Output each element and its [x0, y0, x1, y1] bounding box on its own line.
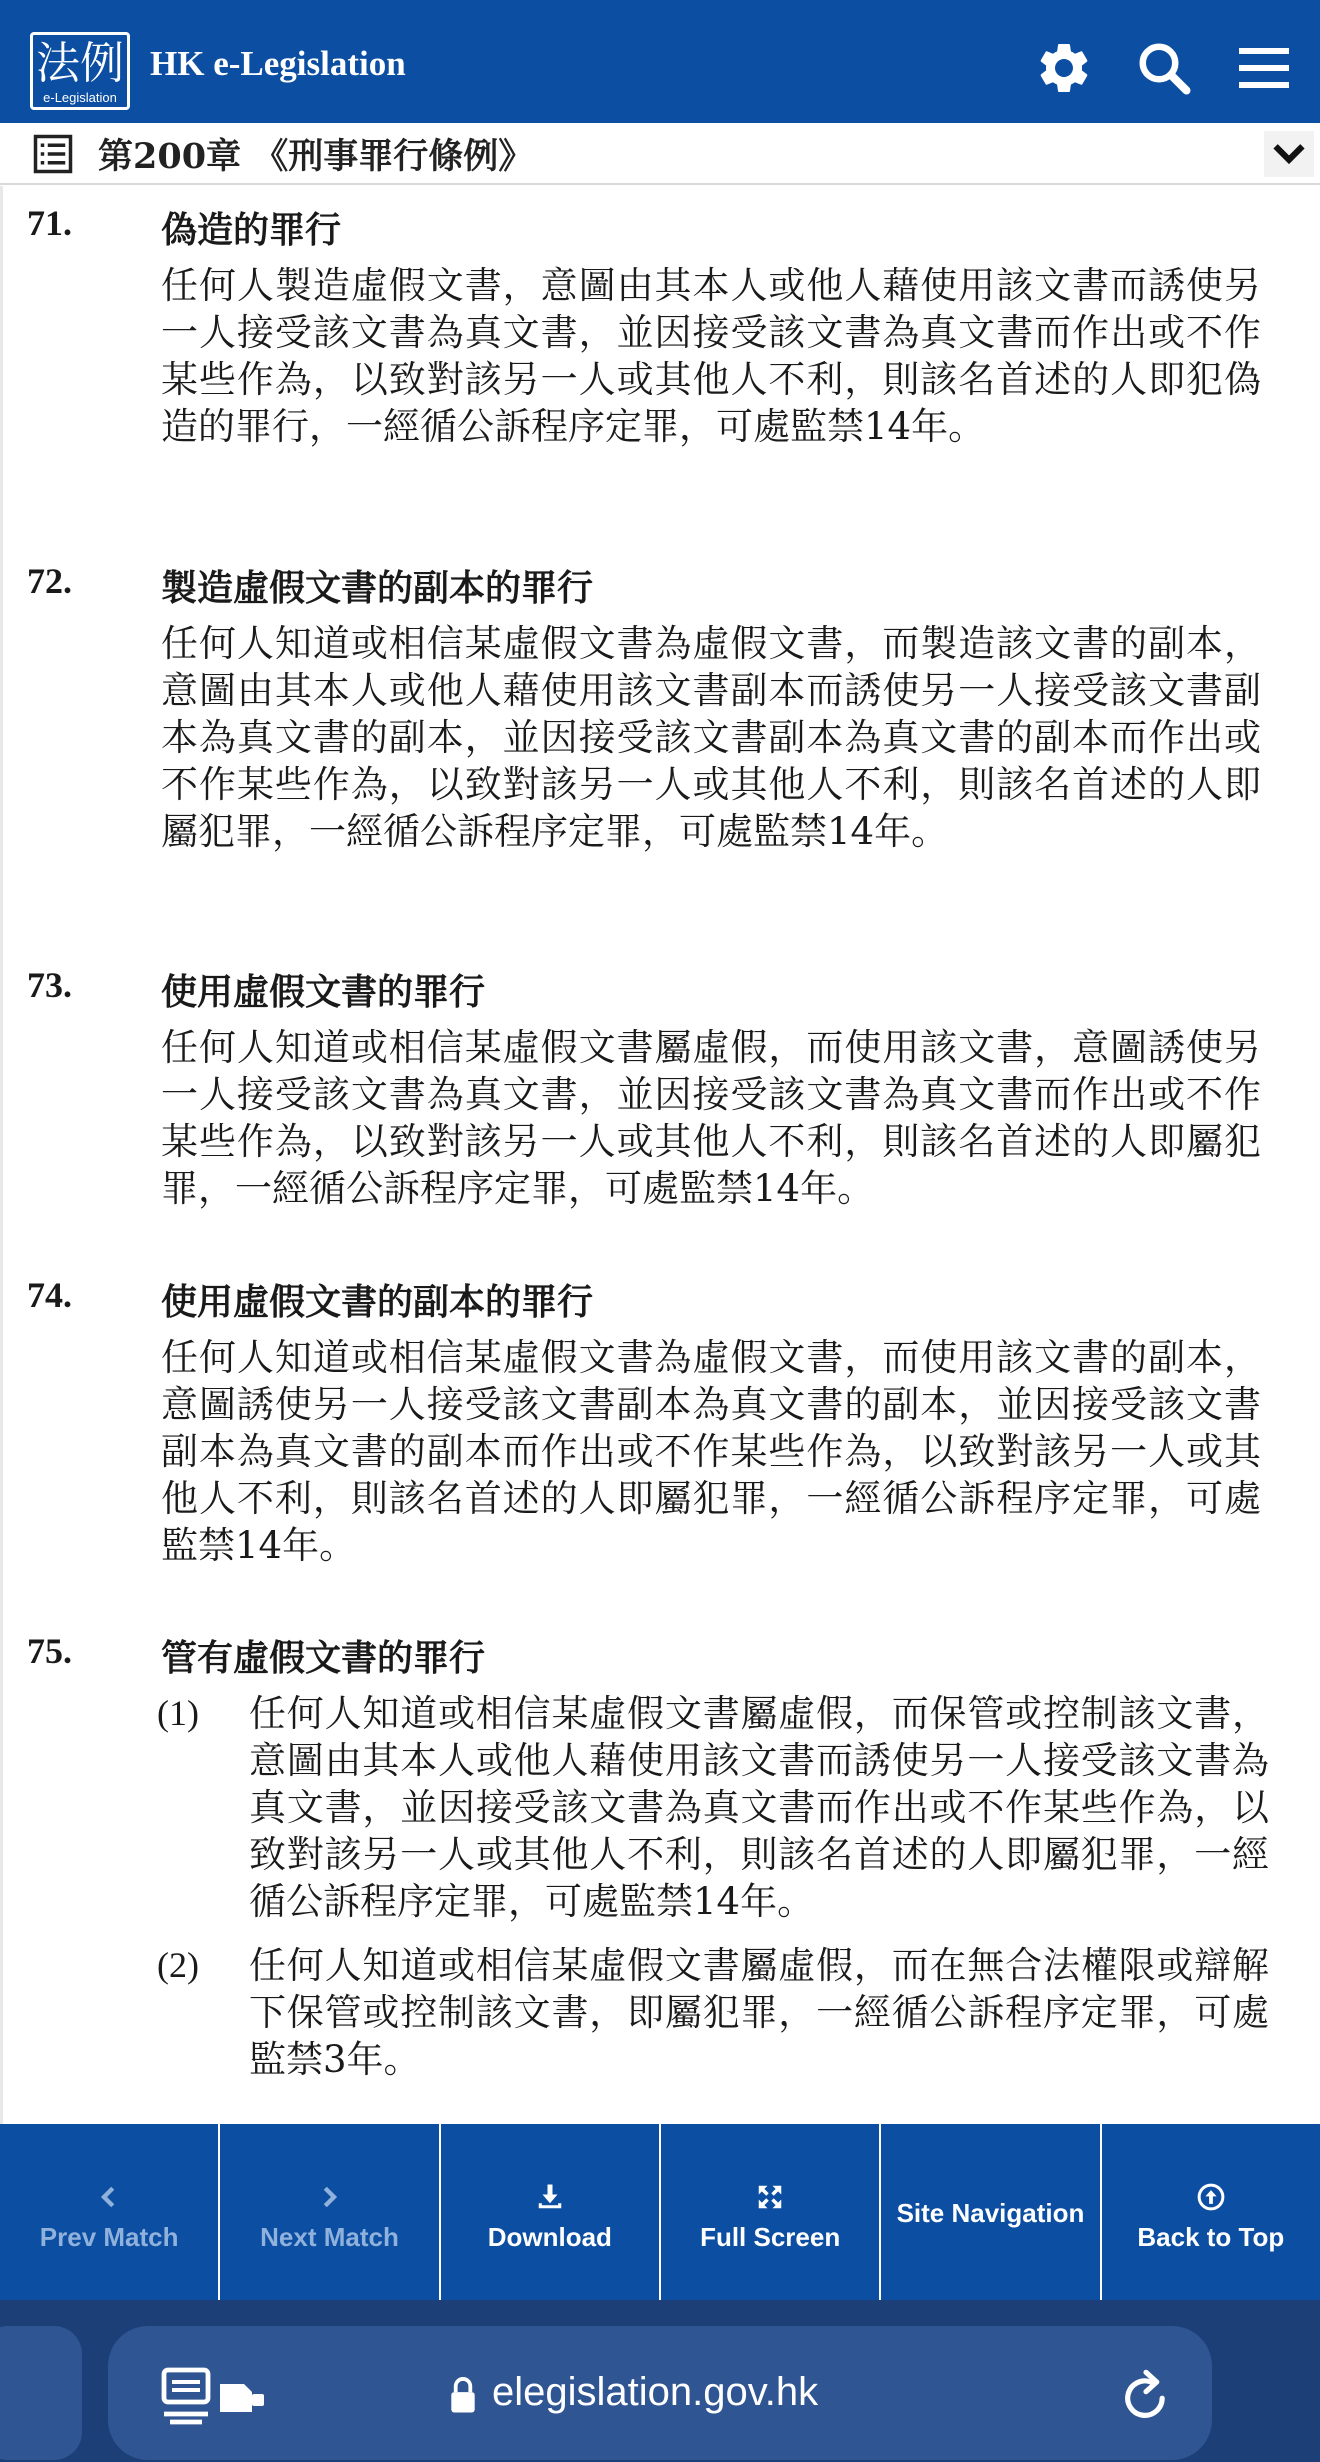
site-logo[interactable]: [30, 32, 130, 110]
prev-match-label: Prev Match: [39, 2222, 179, 2252]
table-of-contents-icon[interactable]: [32, 133, 74, 175]
reload-icon[interactable]: [1120, 2368, 1172, 2424]
chapter-bar: [0, 123, 1320, 185]
back-to-top-button[interactable]: [1102, 2124, 1320, 2300]
chevron-down-icon[interactable]: [1264, 131, 1314, 177]
lock-icon: [448, 2376, 478, 2414]
next-match-button[interactable]: [220, 2124, 440, 2300]
browser-address-bar: [0, 2300, 1320, 2462]
subsection-number: (2): [157, 1945, 199, 1985]
section-heading: 使用虛假文書的罪行: [161, 971, 486, 1013]
search-icon[interactable]: [1134, 38, 1194, 98]
site-title[interactable]: HK e-Legislation: [150, 44, 406, 83]
prev-match-button[interactable]: [0, 2124, 220, 2300]
section-text: 任何人知道或相信某虛假文書屬虛假，而使用該文書，意圖誘使另一人接受該文書為真文書，並因接受該文書為真文書而作出或不作某些作為，以致對該另一人或其他人不利，則該名首述的人即屬犯罪，一經循公訴程序定罪，可處監禁14年。: [161, 1026, 1261, 1210]
back-to-top-label: Back to Top: [1137, 2222, 1285, 2252]
section-text: 任何人知道或相信某虛假文書為虛假文書，而製造該文書的副本，意圖由其本人或他人藉使用該文書副本而誘使另一人接受該文書副本為真文書的副本，並因接受該文書副本為真文書的副本而作出或不作某些作為，以致對該另一人或其他人不利，則該名首述的人即屬犯罪，一經循公訴程序定罪，可處監禁14年。: [161, 622, 1261, 853]
bottom-toolbar: [0, 2124, 1320, 2300]
section-number: 72.: [27, 561, 72, 601]
section-heading: 偽造的罪行: [161, 209, 342, 251]
previous-tab-preview[interactable]: [0, 2326, 82, 2460]
logo-english-text: e-Legislation: [43, 90, 117, 105]
section-number: 75.: [27, 1631, 72, 1671]
subsection-text: 任何人知道或相信某虛假文書屬虛假，而保管或控制該文書，意圖由其本人或他人藉使用該文書而誘使另一人接受該文書為真文書，並因接受該文書為真文書而作出或不作某些作為，以致對該另一人或其他人不利，則該名首述的人即屬犯罪，一經循公訴程序定罪，可處監禁14年。: [249, 1692, 1269, 1923]
section-heading: 製造虛假文書的副本的罪行: [161, 567, 594, 609]
section-number: 71.: [27, 203, 72, 243]
subsection-text: 任何人知道或相信某虛假文書屬虛假，而在無合法權限或辯解下保管或控制該文書，即屬犯罪，一經循公訴程序定罪，可處監禁3年。: [249, 1944, 1269, 2081]
arrow-up-circle-icon: [1196, 2182, 1226, 2212]
site-navigation-button[interactable]: [881, 2124, 1101, 2300]
chapter-title[interactable]: 第200章 《刑事罪行條例》: [98, 136, 534, 177]
site-navigation-label: Site Navigation: [896, 2198, 1085, 2228]
download-label: Download: [487, 2222, 612, 2252]
gear-icon[interactable]: [1034, 38, 1094, 98]
chevron-right-icon: [314, 2182, 344, 2212]
download-icon: [535, 2182, 565, 2212]
url-text[interactable]: elegislation.gov.hk: [492, 2370, 819, 2414]
hamburger-menu-icon[interactable]: [1234, 38, 1294, 98]
next-match-label: Next Match: [260, 2222, 399, 2252]
logo-chinese-text: 法例: [36, 38, 124, 89]
full-screen-label: Full Screen: [700, 2222, 841, 2252]
section-number: 73.: [27, 965, 72, 1005]
download-button[interactable]: [441, 2124, 661, 2300]
expand-arrows-icon: [755, 2182, 785, 2212]
full-screen-button[interactable]: [661, 2124, 881, 2300]
chevron-left-icon: [94, 2182, 124, 2212]
section-number: 74.: [27, 1275, 72, 1315]
section-heading: 管有虛假文書的罪行: [161, 1637, 486, 1679]
section-heading: 使用虛假文書的副本的罪行: [161, 1281, 594, 1323]
legislation-content: [0, 186, 1320, 2124]
subsection-number: (1): [157, 1693, 199, 1733]
section-text: 任何人製造虛假文書，意圖由其本人或他人藉使用該文書而誘使另一人接受該文書為真文書，並因接受該文書為真文書而作出或不作某些作為，以致對該另一人或其他人不利，則該名首述的人即犯偽造的罪行，一經循公訴程序定罪，可處監禁14年。: [161, 264, 1261, 448]
site-header: [0, 0, 1320, 123]
reader-mode-icon[interactable]: [160, 2366, 272, 2426]
section-text: 任何人知道或相信某虛假文書為虛假文書，而使用該文書的副本，意圖誘使另一人接受該文書副本為真文書的副本，並因接受該文書副本為真文書的副本而作出或不作某些作為，以致對該另一人或其他人不利，則該名首述的人即屬犯罪，一經循公訴程序定罪，可處監禁14年。: [161, 1336, 1261, 1567]
